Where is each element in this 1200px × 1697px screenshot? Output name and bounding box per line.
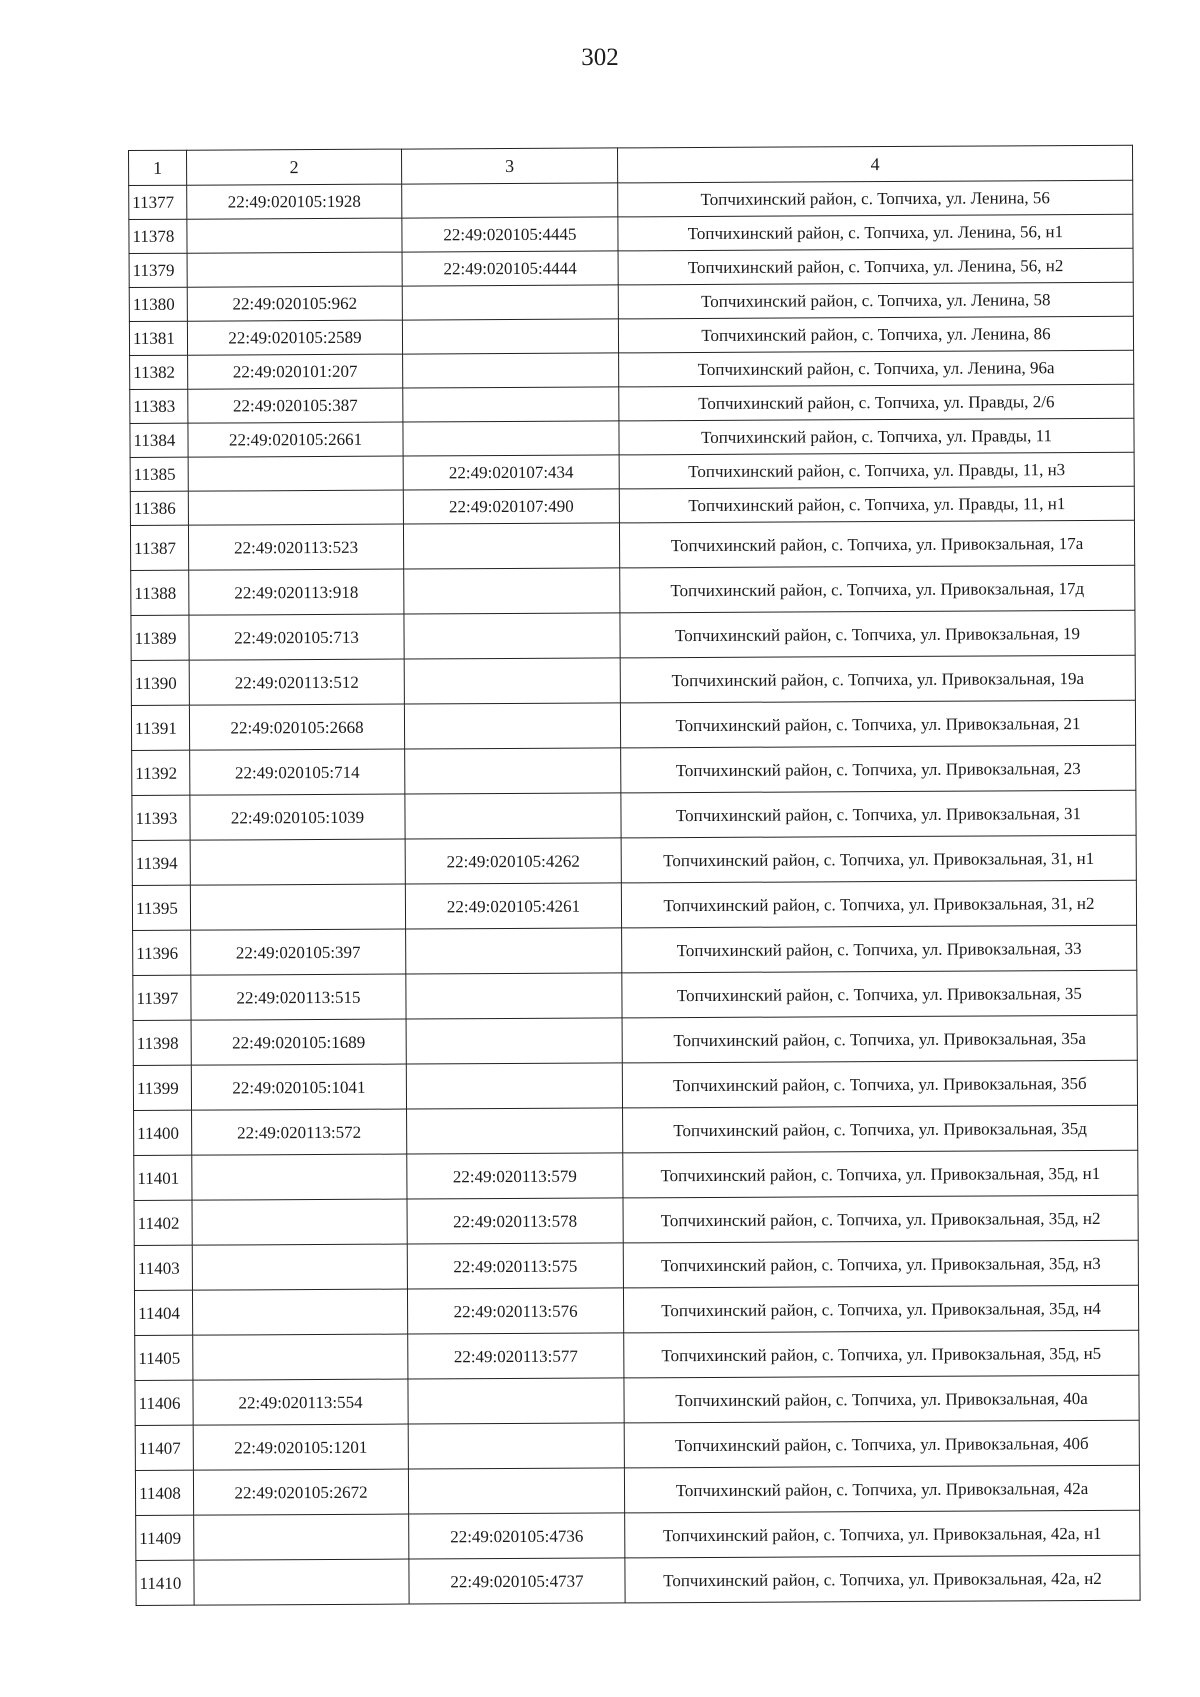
row-number: 11406 [135, 1380, 193, 1425]
table-row [130, 486, 1134, 525]
table-row [132, 790, 1136, 840]
cadastral-number-alt: 22:49:020105:4444 [402, 251, 618, 286]
address: Топчихинский район, с. Топчиха, ул. Ленина, 56, н2 [618, 248, 1133, 285]
cadastral-number-alt [406, 1063, 622, 1109]
cadastral-number-alt [403, 421, 619, 456]
table-row [130, 520, 1134, 570]
cadastral-number: 22:49:020105:1201 [193, 1424, 408, 1470]
cadastral-number: 22:49:020105:387 [188, 388, 403, 423]
cadastral-number: 22:49:020113:523 [188, 524, 403, 570]
table-row [134, 1150, 1138, 1200]
row-number: 11405 [135, 1335, 193, 1380]
table-row [131, 610, 1135, 660]
address: Топчихинский район, с. Топчиха, ул. Ленина, 56, н1 [618, 214, 1133, 251]
address: Топчихинский район, с. Топчиха, ул. Привокзальная, 42а [624, 1465, 1139, 1513]
row-number: 11394 [132, 840, 190, 885]
cadastral-number: 22:49:020105:2668 [189, 704, 404, 750]
address: Топчихинский район, с. Топчиха, ул. Правды, 2/6 [619, 384, 1134, 421]
table-row [133, 925, 1137, 975]
row-number: 11380 [129, 287, 187, 321]
table-row [129, 214, 1133, 253]
cadastral-number: 22:49:020113:512 [189, 659, 404, 705]
cadastral-number [192, 1199, 407, 1245]
cadastral-number-alt: 22:49:020105:4262 [405, 838, 621, 884]
row-number: 11397 [133, 975, 191, 1020]
address: Топчихинский район, с. Топчиха, ул. Привокзальная, 40а [624, 1375, 1139, 1423]
cadastral-number-alt [405, 793, 621, 839]
cadastral-number-alt: 22:49:020113:576 [407, 1288, 623, 1334]
table-row [129, 282, 1133, 321]
row-number: 11378 [129, 219, 187, 253]
table-row [136, 1555, 1140, 1605]
cadastral-number: 22:49:020105:713 [189, 614, 404, 660]
table-row [133, 970, 1137, 1020]
row-number: 11377 [129, 185, 187, 219]
cadastral-number-alt [404, 703, 620, 749]
table-row [133, 1060, 1137, 1110]
address: Топчихинский район, с. Топчиха, ул. Привокзальная, 23 [621, 745, 1136, 793]
address: Топчихинский район, с. Топчиха, ул. Привокзальная, 19а [620, 655, 1135, 703]
address: Топчихинский район, с. Топчиха, ул. Привокзальная, 35д, н1 [623, 1150, 1138, 1198]
page-number: 302 [581, 44, 619, 71]
table-row [131, 700, 1135, 750]
table-row [130, 418, 1134, 457]
table-row [131, 655, 1135, 705]
row-number: 11388 [131, 570, 189, 615]
cadastral-number: 22:49:020105:2672 [193, 1469, 408, 1515]
table-row [134, 1105, 1138, 1155]
cadastral-number-alt [406, 973, 622, 1019]
address: Топчихинский район, с. Топчиха, ул. Привокзальная, 35б [622, 1060, 1137, 1108]
cadastral-number: 22:49:020105:1039 [190, 794, 405, 840]
address: Топчихинский район, с. Топчиха, ул. Привокзальная, 35д, н4 [623, 1285, 1138, 1333]
cadastral-number-alt [404, 568, 620, 614]
table-row [131, 565, 1135, 615]
address: Топчихинский район, с. Топчиха, ул. Привокзальная, 17а [619, 520, 1134, 568]
cadastral-number-alt: 22:49:020105:4445 [402, 217, 618, 252]
cadastral-number: 22:49:020113:918 [189, 569, 404, 615]
cadastral-number-alt [407, 1108, 623, 1154]
address: Топчихинский район, с. Топчиха, ул. Правды, 11 [619, 418, 1134, 455]
table-row [136, 1510, 1140, 1560]
cadastral-number [187, 252, 402, 287]
address: Топчихинский район, с. Топчиха, ул. Привокзальная, 35д, н3 [623, 1240, 1138, 1288]
cadastral-number-alt: 22:49:020107:490 [403, 489, 619, 524]
table-header-row [129, 145, 1133, 185]
row-number: 11404 [134, 1290, 192, 1335]
cadastral-number [192, 1154, 407, 1200]
cadastral-number-alt [406, 928, 622, 974]
cadastral-number [190, 839, 405, 885]
register-table-body [129, 145, 1141, 1605]
row-number: 11398 [133, 1020, 191, 1065]
address: Топчихинский район, с. Топчиха, ул. Привокзальная, 33 [622, 925, 1137, 973]
cadastral-number-alt [402, 319, 618, 354]
row-number: 11387 [130, 525, 188, 570]
cadastral-number-alt: 22:49:020105:4736 [409, 1513, 625, 1559]
column-header-2: 2 [187, 149, 402, 185]
cadastral-number [194, 1559, 409, 1605]
address: Топчихинский район, с. Топчиха, ул. Ленина, 86 [618, 316, 1133, 353]
cadastral-number [194, 1514, 409, 1560]
row-number: 11385 [130, 457, 188, 491]
address: Топчихинский район, с. Топчиха, ул. Привокзальная, 40б [624, 1420, 1139, 1468]
row-number: 11391 [131, 705, 189, 750]
table-row [134, 1195, 1138, 1245]
table-row [135, 1465, 1139, 1515]
row-number: 11399 [133, 1065, 191, 1110]
row-number: 11379 [129, 253, 187, 287]
cadastral-number-alt [403, 353, 619, 388]
cadastral-number [192, 1244, 407, 1290]
cadastral-number: 22:49:020105:1689 [191, 1019, 406, 1065]
row-number: 11410 [136, 1560, 194, 1605]
table-row [132, 880, 1136, 930]
row-number: 11395 [132, 885, 190, 930]
table-row [130, 384, 1134, 423]
address: Топчихинский район, с. Топчиха, ул. Привокзальная, 21 [620, 700, 1135, 748]
table-row [132, 835, 1136, 885]
cadastral-number: 22:49:020105:1041 [191, 1064, 406, 1110]
cadastral-number: 22:49:020105:962 [187, 286, 402, 321]
cadastral-number-alt [403, 523, 619, 569]
cadastral-number: 22:49:020105:1928 [187, 184, 402, 219]
address: Топчихинский район, с. Топчиха, ул. Правды, 11, н1 [619, 486, 1134, 523]
address: Топчихинский район, с. Топчиха, ул. Ленина, 56 [618, 180, 1133, 217]
table-row [129, 180, 1133, 219]
register-table [128, 145, 1141, 1606]
cadastral-number: 22:49:020105:397 [191, 929, 406, 975]
cadastral-number-alt [404, 658, 620, 704]
cadastral-number-alt [404, 613, 620, 659]
row-number: 11401 [134, 1155, 192, 1200]
column-header-4: 4 [617, 145, 1132, 183]
address: Топчихинский район, с. Топчиха, ул. Привокзальная, 35а [622, 1015, 1137, 1063]
address: Топчихинский район, с. Топчиха, ул. Привокзальная, 42а, н2 [625, 1555, 1140, 1603]
address: Топчихинский район, с. Топчиха, ул. Привокзальная, 35д [623, 1105, 1138, 1153]
table-row [135, 1420, 1139, 1470]
table-row [135, 1330, 1139, 1380]
address: Топчихинский район, с. Топчиха, ул. Привокзальная, 35 [622, 970, 1137, 1018]
cadastral-number-alt: 22:49:020107:434 [403, 455, 619, 490]
row-number: 11408 [135, 1470, 193, 1515]
cadastral-number-alt [402, 285, 618, 320]
cadastral-number-alt [408, 1468, 624, 1514]
table-row [130, 452, 1134, 491]
row-number: 11382 [130, 355, 188, 389]
row-number: 11383 [130, 389, 188, 423]
row-number: 11403 [134, 1245, 192, 1290]
cadastral-number-alt [405, 748, 621, 794]
column-header-1: 1 [129, 150, 187, 185]
row-number: 11389 [131, 615, 189, 660]
cadastral-number [193, 1334, 408, 1380]
row-number: 11392 [132, 750, 190, 795]
cadastral-number: 22:49:020113:515 [191, 974, 406, 1020]
column-header-3: 3 [401, 148, 617, 184]
cadastral-number: 22:49:020113:572 [192, 1109, 407, 1155]
cadastral-number-alt: 22:49:020113:577 [408, 1333, 624, 1379]
address: Топчихинский район, с. Топчиха, ул. Привокзальная, 19 [620, 610, 1135, 658]
cadastral-number [187, 218, 402, 253]
cadastral-number: 22:49:020105:2589 [187, 320, 402, 355]
cadastral-number [190, 884, 405, 930]
cadastral-number-alt [406, 1018, 622, 1064]
cadastral-number: 22:49:020105:2661 [188, 422, 403, 457]
address: Топчихинский район, с. Топчиха, ул. Привокзальная, 35д, н2 [623, 1195, 1138, 1243]
cadastral-number-alt: 22:49:020113:575 [407, 1243, 623, 1289]
row-number: 11402 [134, 1200, 192, 1245]
address: Топчихинский район, с. Топчиха, ул. Привокзальная, 31, н2 [621, 880, 1136, 928]
row-number: 11390 [131, 660, 189, 705]
table-row [130, 350, 1134, 389]
row-number: 11407 [135, 1425, 193, 1470]
row-number: 11400 [134, 1110, 192, 1155]
address: Топчихинский район, с. Топчиха, ул. Привокзальная, 31 [621, 790, 1136, 838]
cadastral-number [192, 1289, 407, 1335]
cadastral-number-alt [402, 183, 618, 218]
table-row [129, 316, 1133, 355]
cadastral-number-alt: 22:49:020105:4737 [409, 1558, 625, 1604]
table-row [133, 1015, 1137, 1065]
cadastral-number: 22:49:020105:714 [190, 749, 405, 795]
address: Топчихинский район, с. Топчиха, ул. Привокзальная, 17д [620, 565, 1135, 613]
cadastral-number: 22:49:020101:207 [188, 354, 403, 389]
address: Топчихинский район, с. Топчиха, ул. Привокзальная, 35д, н5 [624, 1330, 1139, 1378]
address: Топчихинский район, с. Топчиха, ул. Правды, 11, н3 [619, 452, 1134, 489]
row-number: 11386 [130, 491, 188, 525]
table-row [134, 1240, 1138, 1290]
row-number: 11409 [136, 1515, 194, 1560]
cadastral-number-alt [403, 387, 619, 422]
address: Топчихинский район, с. Топчиха, ул. Ленина, 96а [619, 350, 1134, 387]
cadastral-number [188, 456, 403, 491]
row-number: 11384 [130, 423, 188, 457]
cadastral-number-alt: 22:49:020113:579 [407, 1153, 623, 1199]
row-number: 11381 [129, 321, 187, 355]
table-row [129, 248, 1133, 287]
table-row [135, 1375, 1139, 1425]
address: Топчихинский район, с. Топчиха, ул. Привокзальная, 42а, н1 [625, 1510, 1140, 1558]
cadastral-number [188, 490, 403, 525]
address: Топчихинский район, с. Топчиха, ул. Привокзальная, 31, н1 [621, 835, 1136, 883]
address: Топчихинский район, с. Топчиха, ул. Ленина, 58 [618, 282, 1133, 319]
cadastral-number-alt [408, 1423, 624, 1469]
row-number: 11396 [133, 930, 191, 975]
cadastral-number-alt: 22:49:020105:4261 [405, 883, 621, 929]
cadastral-number: 22:49:020113:554 [193, 1379, 408, 1425]
table-row [132, 745, 1136, 795]
row-number: 11393 [132, 795, 190, 840]
table-row [134, 1285, 1138, 1335]
cadastral-number-alt [408, 1378, 624, 1424]
cadastral-number-alt: 22:49:020113:578 [407, 1198, 623, 1244]
